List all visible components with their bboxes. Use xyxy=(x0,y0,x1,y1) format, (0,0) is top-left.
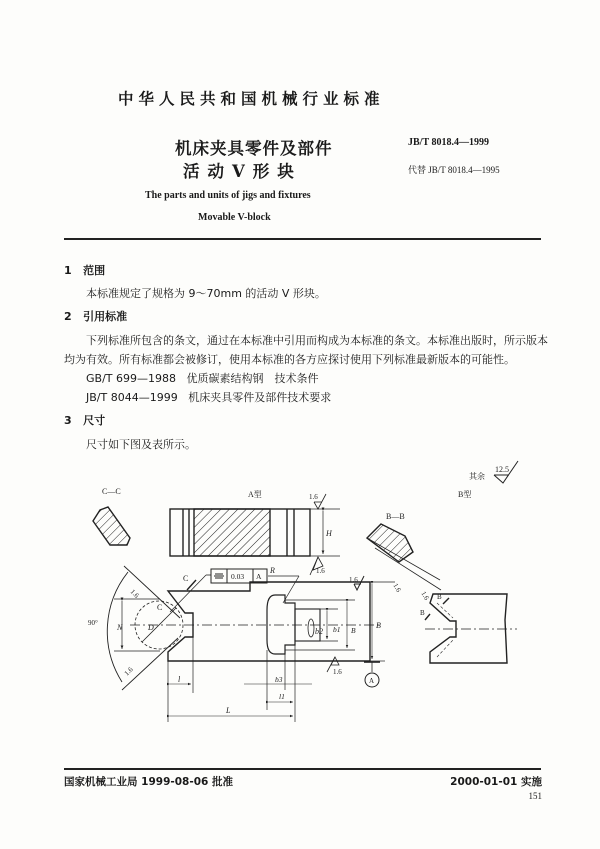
reference-title: 优质碳素结构钢 技术条件 xyxy=(186,372,319,385)
svg-text:其余: 其余 xyxy=(469,472,485,481)
svg-text:1.6: 1.6 xyxy=(349,576,358,584)
svg-text:N: N xyxy=(117,623,123,632)
replaces-standard: 代替 JB/T 8018.4—1995 xyxy=(408,165,500,175)
reference-code: GB/T 699—1988 xyxy=(86,372,176,385)
svg-text:l1: l1 xyxy=(279,692,285,701)
reference-item xyxy=(86,389,331,405)
title-en-line1: The parts and units of jigs and fixtures xyxy=(145,190,311,201)
header-divider xyxy=(64,238,541,240)
svg-text:A: A xyxy=(256,572,262,581)
svg-text:C: C xyxy=(157,603,163,612)
svg-text:B: B xyxy=(351,626,356,635)
technical-drawing xyxy=(0,450,600,750)
standard-number: JB/T 8018.4—1999 xyxy=(408,137,489,148)
section-title: 尺寸 xyxy=(83,414,106,427)
section-2-paragraph-line2: 均为有效。所有标准都会被修订，使用本标准的各方应探讨使用下列标准最新版本的可能性。 xyxy=(64,353,515,366)
section-1-text: 本标准规定了规格为 9～70mm 的活动 V 形块。 xyxy=(86,287,326,300)
roughness-symbol xyxy=(309,493,326,575)
svg-text:l: l xyxy=(178,675,181,684)
title-cn-line1: 机床夹具零件及部件 xyxy=(175,139,333,158)
section-number: 2 xyxy=(64,310,72,323)
svg-text:1.6: 1.6 xyxy=(128,587,141,600)
svg-text:H: H xyxy=(326,529,332,538)
roughness-rest-symbol xyxy=(469,461,518,483)
section-bb-view xyxy=(367,524,441,594)
tolerance-frame xyxy=(206,569,267,583)
svg-text:R: R xyxy=(270,566,275,575)
section-title: 引用标准 xyxy=(83,310,128,323)
reference-code: JB/T 8044—1999 xyxy=(86,391,178,404)
approval-info: 国家机械工业局 1999-08-06 批准 xyxy=(64,776,233,788)
footer-divider xyxy=(64,768,541,770)
section-number: 3 xyxy=(64,414,72,427)
section-title: 范围 xyxy=(83,264,106,277)
svg-text:12.5: 12.5 xyxy=(495,465,509,474)
svg-text:b1: b1 xyxy=(333,625,341,634)
title-en-line2: Movable V-block xyxy=(198,212,271,223)
svg-text:A: A xyxy=(369,677,375,685)
svg-text:1.6: 1.6 xyxy=(333,668,342,676)
reference-item xyxy=(86,370,318,386)
reference-title: 机床夹具零件及部件技术要求 xyxy=(188,391,332,404)
svg-text:B: B xyxy=(420,609,425,617)
svg-text:B: B xyxy=(376,621,381,630)
section-bb-label: B—B xyxy=(386,512,405,521)
svg-text:1.6: 1.6 xyxy=(122,665,135,678)
main-front-view xyxy=(88,566,395,722)
section-3-text: 尺寸如下图及表所示。 xyxy=(86,438,196,451)
svg-text:L: L xyxy=(226,706,231,715)
section-3-heading xyxy=(64,412,105,428)
implementation-date: 2000-01-01 实施 xyxy=(450,776,542,788)
svg-text:1.6: 1.6 xyxy=(419,590,431,602)
svg-text:B: B xyxy=(437,593,442,601)
svg-text:1.6: 1.6 xyxy=(316,567,325,575)
standard-body-header: 中华人民共和国机械行业标准 xyxy=(118,89,385,108)
svg-text:90°: 90° xyxy=(88,619,98,627)
section-1-heading xyxy=(64,262,105,278)
page-number: 151 xyxy=(528,791,542,801)
title-cn-line2: 活动V形块 xyxy=(183,162,302,181)
svg-text:1.6: 1.6 xyxy=(309,493,318,501)
type-a-label: A型 xyxy=(248,490,262,499)
svg-text:D: D xyxy=(148,623,154,632)
type-b-view xyxy=(419,590,517,663)
section-cc-view xyxy=(93,507,130,545)
type-a-top-view xyxy=(170,509,340,556)
section-2-heading xyxy=(64,308,127,324)
svg-text:b2: b2 xyxy=(315,627,323,636)
section-cc-label: C—C xyxy=(102,487,121,496)
svg-text:C: C xyxy=(183,574,189,583)
section-2-paragraph-line1: 下列标准所包含的条文，通过在本标准中引用而构成为本标准的条文。本标准出版时，所示版本 xyxy=(86,334,548,347)
section-number: 1 xyxy=(64,264,72,277)
type-b-label: B型 xyxy=(458,490,472,499)
svg-text:0.03: 0.03 xyxy=(231,572,245,581)
svg-text:1.6: 1.6 xyxy=(391,582,403,594)
svg-text:b3: b3 xyxy=(275,675,283,684)
